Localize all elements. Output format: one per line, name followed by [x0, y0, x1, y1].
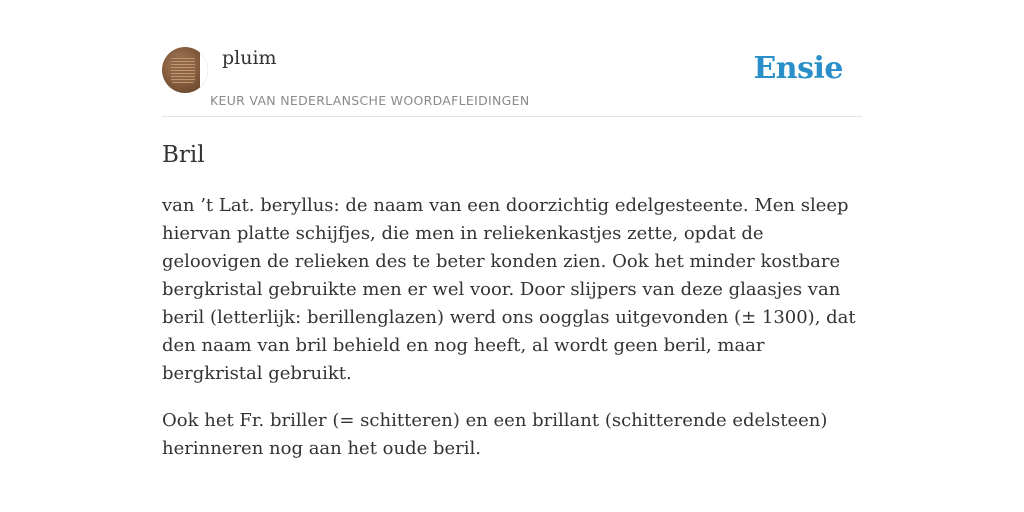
ensie-logo[interactable]: Ensie — [753, 51, 843, 86]
header — [162, 0, 862, 117]
avatar-plate — [171, 57, 195, 83]
entry-paragraph: Ook het Fr. briller (= schitteren) en een brillant (schitterende edelsteen) herinneren nog aan het oude beril. — [162, 410, 828, 459]
entry-paragraph: van ’t Lat. beryllus: de naam van een doorzichtig edelgesteente. Men sleep hiervan platte schijfjes, die men in reliekenkastjes zette, opdat de geloovigen de relieken des te beter konden zien. Ook het minder kostbare bergkristal gebruikte men er wel voor. Door slijpers van deze glaasjes van beril (letterlijk: berillenglazen) werd ons oogglas uitgevonden (± 1300), dat den naam van bril behield en nog heeft, al wordt geen beril, maar bergkristal gebruikt. — [162, 195, 856, 384]
entry-title: Bril — [162, 142, 205, 168]
collection-name[interactable]: KEUR VAN NEDERLANSCHE WOORDAFLEIDINGEN — [210, 93, 530, 108]
avatar-edge — [200, 47, 208, 93]
book-cover-avatar-icon[interactable] — [162, 47, 208, 93]
username-link[interactable]: pluim — [222, 47, 277, 69]
entry-body — [162, 192, 862, 482]
